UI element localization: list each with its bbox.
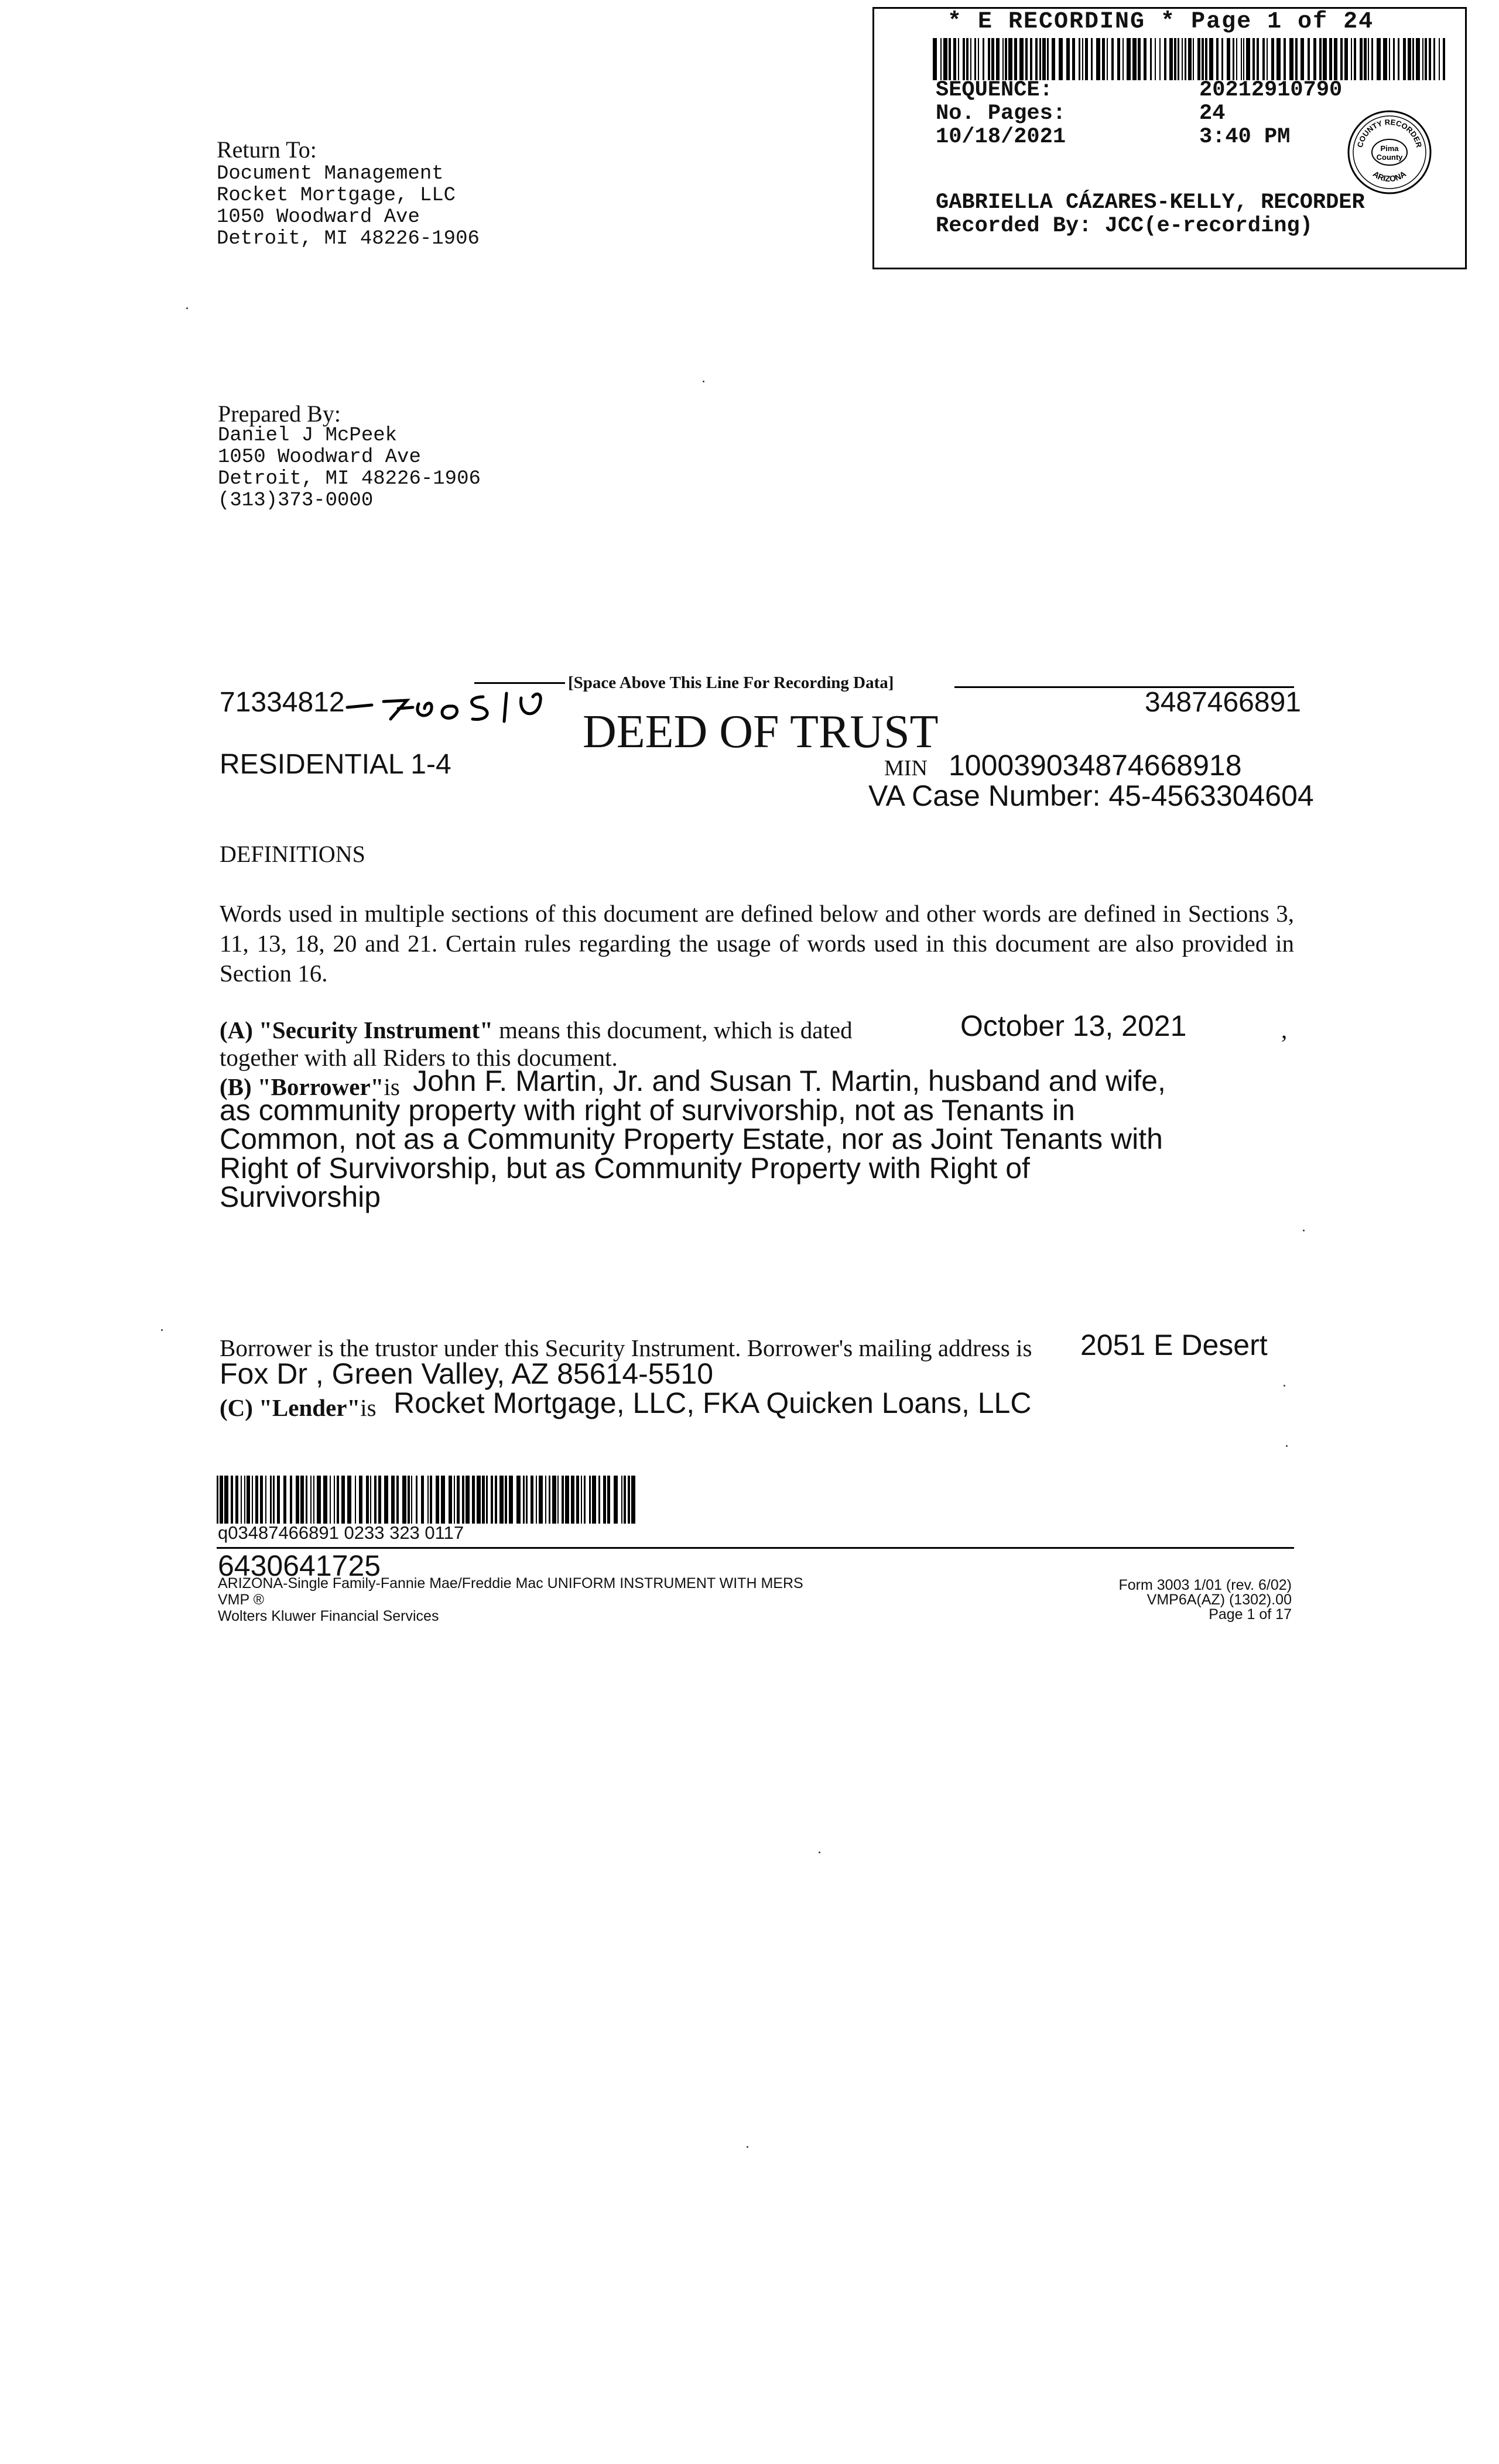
barcode-bar xyxy=(983,38,984,80)
barcode-bar xyxy=(1368,38,1369,80)
barcode-bar xyxy=(1300,38,1304,80)
form-number: Form 3003 1/01 (rev. 6/02) xyxy=(1118,1577,1292,1593)
barcode-bar xyxy=(427,1476,429,1524)
barcode-bar xyxy=(584,1476,586,1524)
barcode-bar xyxy=(1138,38,1141,80)
barcode-bar xyxy=(1408,38,1411,80)
barcode-bar xyxy=(486,1476,488,1524)
recording-stamp xyxy=(872,7,1467,269)
barcode-bar xyxy=(1416,38,1420,80)
barcode-bar xyxy=(1164,38,1166,80)
recording-date: 10/18/2021 xyxy=(936,125,1066,149)
barcode-bar xyxy=(1364,38,1367,80)
prepared-by-line: Daniel J McPeek xyxy=(218,425,398,447)
barcode-bar xyxy=(1371,38,1373,80)
barcode-bar xyxy=(355,1476,356,1524)
barcode-bar xyxy=(1403,38,1406,80)
barcode-bar xyxy=(1284,38,1286,80)
barcode-bar xyxy=(1159,38,1161,80)
section-c-term: (C) "Lender" xyxy=(220,1394,361,1421)
barcode-bar xyxy=(963,38,965,80)
recording-time: 3:40 PM xyxy=(1199,125,1291,149)
barcode-bar xyxy=(523,1476,525,1524)
barcode-bar xyxy=(545,1476,546,1524)
barcode-bar xyxy=(1132,38,1137,80)
barcode-bar xyxy=(996,38,1000,80)
barcode-bar xyxy=(495,1476,497,1524)
barcode-bar xyxy=(1205,38,1207,80)
barcode-bar xyxy=(1072,38,1075,80)
barcode-bar xyxy=(1221,38,1223,80)
barcode-bar xyxy=(1059,38,1063,80)
barcode-bar xyxy=(565,1476,569,1524)
barcode-bar xyxy=(411,1476,412,1524)
footer-desc-line: Wolters Kluwer Financial Services xyxy=(218,1608,439,1624)
barcode-bar xyxy=(1257,38,1259,80)
svg-text:ARIZONA xyxy=(1371,169,1408,184)
return-to-line: Document Management xyxy=(217,163,444,185)
barcode-bar xyxy=(472,1476,475,1524)
barcode-bar xyxy=(949,38,951,80)
barcode-bar xyxy=(235,1476,238,1524)
barcode-bar xyxy=(283,1476,286,1524)
barcode-bar xyxy=(1127,38,1131,80)
barcode-bar xyxy=(378,1476,381,1524)
barcode-bar xyxy=(1319,38,1322,80)
barcode-bar xyxy=(607,1476,610,1524)
barcode-bar xyxy=(1323,38,1327,80)
barcode-bar xyxy=(416,1476,417,1524)
scan-speck xyxy=(186,307,188,309)
barcode-bar xyxy=(581,1476,582,1524)
barcode-bar xyxy=(347,1476,351,1524)
barcode-bar xyxy=(1236,38,1237,80)
barcode-bar xyxy=(396,1476,399,1524)
barcode-bar xyxy=(1039,38,1041,80)
barcode-bar xyxy=(1439,38,1440,80)
barcode-bar xyxy=(562,1476,564,1524)
barcode-bar xyxy=(1295,38,1298,80)
barcode-bar xyxy=(306,1476,307,1524)
barcode-bar xyxy=(933,38,937,80)
barcode-bar xyxy=(1443,38,1445,80)
lender-name: Rocket Mortgage, LLC, FKA Quicken Loans, LLC xyxy=(393,1387,1032,1419)
barcode-bar xyxy=(1233,38,1234,80)
barcode-bar xyxy=(317,1476,321,1524)
prepared-by-block xyxy=(218,403,481,512)
scan-speck xyxy=(161,1329,163,1331)
barcode-bar xyxy=(1169,38,1173,80)
barcode-bar xyxy=(366,1476,369,1524)
barcode-bar xyxy=(341,1476,345,1524)
barcode-bar xyxy=(1340,38,1343,80)
barcode-bar xyxy=(576,1476,579,1524)
barcode-bar xyxy=(1425,38,1427,80)
recorder-name: GABRIELLA CÁZARES-KELLY, RECORDER xyxy=(936,190,1365,215)
barcode-bar xyxy=(1383,38,1387,80)
prepared-by-line: (313)373-0000 xyxy=(218,490,374,512)
document-barcode xyxy=(217,1476,638,1524)
barcode-bar xyxy=(1102,38,1105,80)
barcode-bar xyxy=(441,1476,445,1524)
section-b-is: is xyxy=(384,1073,400,1100)
stamp-barcode xyxy=(933,38,1448,80)
barcode-bar xyxy=(220,1476,223,1524)
barcode-bar xyxy=(1422,38,1423,80)
barcode-bar xyxy=(337,1476,339,1524)
barcode-bar xyxy=(224,1476,228,1524)
barcode-bar xyxy=(323,1476,327,1524)
handwritten-annotation-icon xyxy=(343,683,550,730)
barcode-bar xyxy=(1019,38,1024,80)
barcode-bar xyxy=(1005,38,1007,80)
footer-desc-line: VMP ® xyxy=(218,1592,265,1608)
barcode-bar xyxy=(1079,38,1080,80)
va-case-number: VA Case Number: 45-4563304604 xyxy=(868,779,1314,812)
pages-label: No. Pages: xyxy=(936,101,1066,126)
footer-description xyxy=(218,1575,803,1624)
section-a-text: means this document, which is dated xyxy=(492,1017,853,1043)
barcode-bar xyxy=(1202,38,1204,80)
scan-speck xyxy=(1303,1230,1305,1231)
barcode-bar xyxy=(391,1476,395,1524)
barcode-bar xyxy=(1008,38,1012,80)
barcode-bar xyxy=(631,1476,635,1524)
barcode-bar xyxy=(1188,38,1192,80)
barcode-bar xyxy=(1313,38,1316,80)
barcode-bar xyxy=(477,1476,481,1524)
barcode-bar xyxy=(1091,38,1093,80)
barcode-bar xyxy=(296,1476,299,1524)
barcode-bar xyxy=(1082,38,1083,80)
barcode-bar xyxy=(1252,38,1255,80)
barcode-bar xyxy=(1354,38,1356,80)
vmp-code: VMP6A(AZ) (1302).00 xyxy=(1147,1592,1292,1608)
barcode-bar xyxy=(1042,38,1046,80)
scan-speck xyxy=(819,1852,820,1853)
barcode-bar xyxy=(247,1476,250,1524)
barcode-bar xyxy=(974,38,976,80)
barcode-bar xyxy=(1289,38,1293,80)
barcode-bar xyxy=(449,1476,452,1524)
definitions-heading: DEFINITIONS xyxy=(220,841,365,867)
barcode-bar xyxy=(552,1476,556,1524)
barcode-bar xyxy=(1144,38,1147,80)
barcode-bar xyxy=(505,1476,507,1524)
barcode-bar xyxy=(290,1476,292,1524)
barcode-bar xyxy=(571,1476,574,1524)
barcode-bar xyxy=(1360,38,1363,80)
barcode-bar xyxy=(988,38,990,80)
borrower-line: Survivorship xyxy=(220,1180,381,1213)
barcode-bar xyxy=(491,1476,493,1524)
barcode-bar xyxy=(277,1476,280,1524)
barcode-bar xyxy=(270,1476,272,1524)
barcode-bar xyxy=(1150,38,1152,80)
barcode-bar xyxy=(978,38,979,80)
barcode-bar xyxy=(466,1476,470,1524)
barcode-bar xyxy=(598,1476,600,1524)
barcode-bar xyxy=(1344,38,1348,80)
borrower-line: Common, not as a Community Property Estate, nor as Joint Tenants with xyxy=(220,1123,1163,1155)
barcode-bar xyxy=(966,38,968,80)
barcode-bar xyxy=(943,38,947,80)
barcode-bar xyxy=(1014,38,1017,80)
barcode-bar xyxy=(384,1476,388,1524)
barcode-bar xyxy=(624,1476,626,1524)
barcode-bar xyxy=(1241,38,1242,80)
barcode-bar xyxy=(462,1476,464,1524)
section-c-is: is xyxy=(360,1394,377,1421)
document-title: DEED OF TRUST xyxy=(583,706,939,758)
barcode-bar xyxy=(526,1476,528,1524)
barcode-bar xyxy=(991,38,994,80)
barcode-bar xyxy=(531,1476,533,1524)
section-a-continued: together with all Riders to this document. xyxy=(220,1044,618,1071)
barcode-bar xyxy=(260,1476,263,1524)
barcode-bar xyxy=(499,1476,504,1524)
borrower-line: as community property with right of survivorship, not as Tenants in xyxy=(220,1093,1075,1127)
trustor-statement: Borrower is the trustor under this Security Instrument. Borrower's mailing address is xyxy=(220,1334,1032,1361)
stamp-title: * E RECORDING * Page 1 of 24 xyxy=(947,9,1374,35)
barcode-bar xyxy=(536,1476,537,1524)
borrower-line: Right of Survivorship, but as Community Property with Right of xyxy=(220,1151,1030,1185)
mailing-address-line-2: Fox Dr , Green Valley, AZ 85614-5510 xyxy=(220,1357,714,1390)
barcode-bar xyxy=(628,1476,630,1524)
barcode-bar xyxy=(1193,38,1194,80)
footer-desc-line: ARIZONA-Single Family-Fannie Mae/Freddie Mac UNIFORM INSTRUMENT WITH MERS xyxy=(218,1575,803,1592)
footer-number: 6430641725 xyxy=(218,1549,381,1582)
seal-center-2: County xyxy=(1376,153,1403,162)
barcode-bar xyxy=(557,1476,559,1524)
barcode-bar xyxy=(334,1476,335,1524)
section-a-comma: , xyxy=(1281,1017,1288,1043)
barcode-bar xyxy=(408,1476,410,1524)
barcode-bar xyxy=(1185,38,1186,80)
barcode-bar xyxy=(1030,38,1032,80)
barcode-bar xyxy=(402,1476,406,1524)
return-to-line: Rocket Mortgage, LLC xyxy=(217,184,456,207)
barcode-bar xyxy=(1433,38,1435,80)
barcode-bar xyxy=(603,1476,606,1524)
definitions-intro: Words used in multiple sections of this document are defined below and other words are defined in Sections 3, 11, 13, 18, 20 and 21. Certain rules regarding the usage of words used in this document are also provided in Section 16. xyxy=(220,900,1294,987)
barcode-bar xyxy=(252,1476,253,1524)
barcode-bar xyxy=(958,38,959,80)
barcode-bar xyxy=(1085,38,1088,80)
barcode-bar xyxy=(1267,38,1268,80)
barcode-bar xyxy=(482,1476,485,1524)
barcode-bar xyxy=(430,1476,432,1524)
barcode-bar xyxy=(1334,38,1337,80)
barcode-bar xyxy=(1155,38,1156,80)
mailing-address-line-1: 2051 E Desert xyxy=(1080,1329,1268,1361)
scan-speck xyxy=(747,2146,748,2148)
barcode-bar xyxy=(1246,38,1250,80)
security-instrument-date: October 13, 2021 xyxy=(960,1009,1187,1042)
barcode-bar xyxy=(1389,38,1390,80)
barcode-bar xyxy=(1377,38,1381,80)
barcode-bar xyxy=(300,1476,304,1524)
borrower-names xyxy=(220,1067,1166,1212)
barcode-bar xyxy=(940,38,942,80)
barcode-bar xyxy=(244,1476,245,1524)
scan-speck xyxy=(1286,1445,1288,1447)
barcode-bar xyxy=(509,1476,513,1524)
barcode-bar xyxy=(1117,38,1120,80)
loan-number-right: 3487466891 xyxy=(1145,687,1301,718)
barcode-bar xyxy=(313,1476,314,1524)
barcode-bar xyxy=(436,1476,439,1524)
seal-center-1: Pima xyxy=(1380,144,1399,153)
barcode-bar xyxy=(1329,38,1332,80)
barcode-bar xyxy=(1243,38,1244,80)
barcode-bar xyxy=(1262,38,1265,80)
scan-speck xyxy=(1284,1385,1285,1387)
barcode-bar xyxy=(1002,38,1004,80)
barcode-bar xyxy=(454,1476,455,1524)
recorded-by: Recorded By: JCC(e-recording) xyxy=(936,214,1313,238)
barcode-bar xyxy=(255,1476,258,1524)
return-to-line: 1050 Woodward Ave xyxy=(217,206,420,228)
barcode-bar xyxy=(1429,38,1431,80)
barcode-bar xyxy=(359,1476,362,1524)
barcode-bar xyxy=(457,1476,460,1524)
barcode-bar xyxy=(1276,38,1281,80)
barcode-bar xyxy=(1178,38,1179,80)
barcode-bar xyxy=(1107,38,1108,80)
barcode-bar xyxy=(1025,38,1028,80)
pages-value: 24 xyxy=(1199,101,1226,126)
barcode-bar xyxy=(265,1476,266,1524)
barcode-bar xyxy=(1096,38,1100,80)
barcode-bar xyxy=(1271,38,1274,80)
barcode-bar xyxy=(241,1476,242,1524)
barcode-bar xyxy=(1182,38,1183,80)
barcode-bar xyxy=(1047,38,1049,80)
barcode-bar xyxy=(330,1476,331,1524)
barcode-bar xyxy=(539,1476,543,1524)
sequence-value: 20212910790 xyxy=(1199,78,1343,102)
barcode-bar xyxy=(370,1476,371,1524)
barcode-bar xyxy=(1308,38,1310,80)
page-number: Page 1 of 17 xyxy=(1209,1606,1292,1623)
barcode-bar xyxy=(614,1476,618,1524)
barcode-digits: q03487466891 0233 323 0117 xyxy=(218,1522,464,1543)
barcode-bar xyxy=(592,1476,596,1524)
barcode-bar xyxy=(1398,38,1399,80)
barcode-bar xyxy=(970,38,971,80)
barcode-bar xyxy=(953,38,956,80)
barcode-bar xyxy=(217,1476,218,1524)
return-to-heading: Return To: xyxy=(217,136,317,163)
prepared-by-line: Detroit, MI 48226-1906 xyxy=(218,468,481,490)
section-c xyxy=(220,1394,377,1422)
borrower-line: John F. Martin, Jr. and Susan T. Martin, husband and wife, xyxy=(413,1065,1166,1097)
barcode-bar xyxy=(1412,38,1414,80)
min-label: MIN xyxy=(884,756,928,781)
barcode-bar xyxy=(1209,38,1213,80)
county-seal-icon xyxy=(1346,108,1433,196)
barcode-bar xyxy=(310,1476,312,1524)
section-b-term: (B) "Borrower" xyxy=(220,1073,384,1100)
section-a-term: (A) "Security Instrument" xyxy=(220,1017,493,1043)
prepared-by-heading: Prepared By: xyxy=(218,401,341,427)
barcode-bar xyxy=(621,1476,622,1524)
loan-number-left: 71334812 xyxy=(220,687,345,718)
barcode-bar xyxy=(549,1476,550,1524)
section-a xyxy=(220,1016,853,1044)
barcode-bar xyxy=(1174,38,1176,80)
barcode-bar xyxy=(1111,38,1114,80)
seal-ring-top: COUNTY RECORDER xyxy=(1355,117,1424,149)
barcode-bar xyxy=(1197,38,1200,80)
return-to-block xyxy=(217,136,480,250)
barcode-bar xyxy=(1393,38,1395,80)
seal-ring-bottom: ARIZONA xyxy=(1371,169,1408,184)
footer-form-info xyxy=(1031,1578,1292,1622)
barcode-bar xyxy=(1216,38,1219,80)
min-value: 100039034874668918 xyxy=(949,749,1242,782)
barcode-bar xyxy=(231,1476,233,1524)
sequence-label: SEQUENCE: xyxy=(936,78,1053,102)
barcode-bar xyxy=(421,1476,424,1524)
barcode-bar xyxy=(1227,38,1230,80)
return-to-line: Detroit, MI 48226-1906 xyxy=(217,228,480,250)
barcode-bar xyxy=(374,1476,377,1524)
property-type: RESIDENTIAL 1-4 xyxy=(220,749,451,780)
prepared-by-line: 1050 Woodward Ave xyxy=(218,446,421,468)
barcode-bar xyxy=(273,1476,275,1524)
barcode-bar xyxy=(1122,38,1124,80)
barcode-bar xyxy=(589,1476,591,1524)
barcode-bar xyxy=(516,1476,521,1524)
barcode-bar xyxy=(1066,38,1070,80)
barcode-bar xyxy=(1351,38,1352,80)
space-above-note: [Space Above This Line For Recording Data] xyxy=(568,673,894,692)
barcode-bar xyxy=(1035,38,1038,80)
barcode-bar xyxy=(1052,38,1055,80)
scan-speck xyxy=(703,381,704,382)
